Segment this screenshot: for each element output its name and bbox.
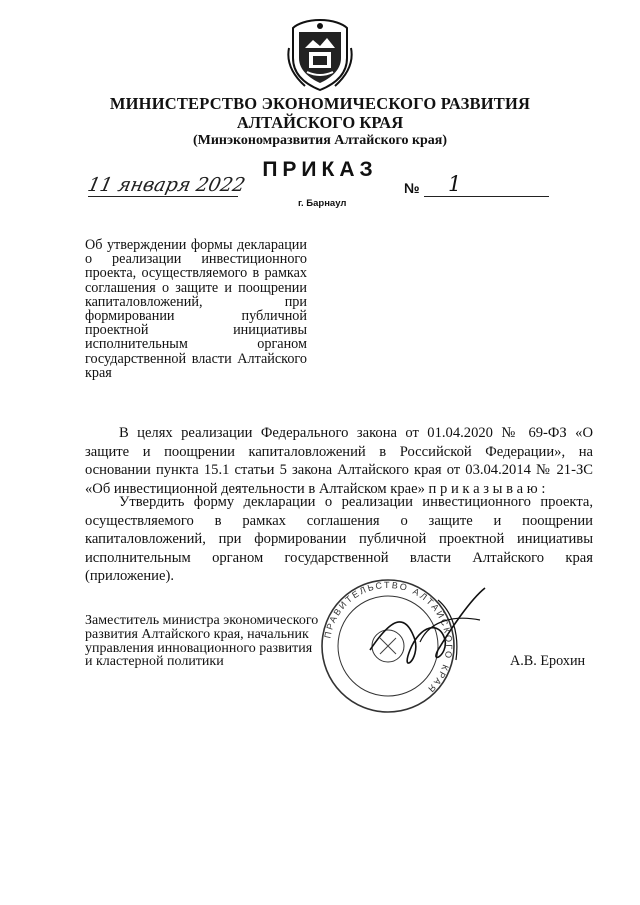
signatory-position [85, 614, 335, 669]
order-date: 11 января 2022 [85, 174, 248, 196]
document-title: ПРИКАЗ [262, 158, 378, 181]
position-line-2: развития Алтайского края, начальник [85, 626, 309, 642]
ministry-short-name: (Минэкономразвития Алтайского края) [192, 133, 448, 148]
order-city: г. Барнаул [298, 198, 347, 209]
altai-krai-coat-of-arms-icon [285, 18, 355, 92]
number-underline [424, 196, 549, 197]
svg-text:ПРАВИТЕЛЬСТВО АЛТАЙСКОГО КРАЯ: ПРАВИТЕЛЬСТВО АЛТАЙСКОГО КРАЯ [322, 579, 455, 696]
position-line-1: Заместитель министра экономического [85, 613, 319, 628]
ministry-name-line1: МИНИСТЕРСТВО ЭКОНОМИЧЕСКОГО РАЗВИТИЯ [109, 94, 531, 113]
order-subject: Об утверждении формы декларации о реализации инвестиционного проекта, осуществляемого в рамках соглашения о защите и поощрении капиталовложений, при формировании публичной проектной инициативы исполнительным органом государственной власти Алтайского края [85, 237, 307, 381]
body-paragraph-1: В целях реализации Федерального закона от 01.04.2020 № 69-ФЗ «О защите и поощрении капиталовложений в Российской Федерации», на основании пункта 15.1 статьи 5 закона Алтайского края от 03.04.2014 № 21-ЗС «Об инвестиционной деятельности в Алтайском крае» п р и к а з ы в а ю : [85, 425, 593, 497]
signatory-name: А.В. Ерохин [510, 653, 586, 669]
date-underline [88, 196, 238, 197]
ministry-name-line2: АЛТАЙСКОГО КРАЯ [236, 113, 404, 132]
position-line-4: и кластерной политики [85, 654, 224, 670]
order-number: 1 [448, 172, 462, 196]
body-paragraph-2: Утвердить форму декларации о реализации инвестиционного проекта, осуществляемого в рамках соглашения о защите и поощрении капиталовложений, при формировании публичной проектной инициативы исполнительным органом государственной власти Алтайского края (приложение). [85, 494, 593, 585]
position-line-3: управления инновационного развития [85, 640, 313, 656]
order-number-label: № [404, 180, 420, 196]
handwritten-signature-icon [360, 580, 500, 690]
